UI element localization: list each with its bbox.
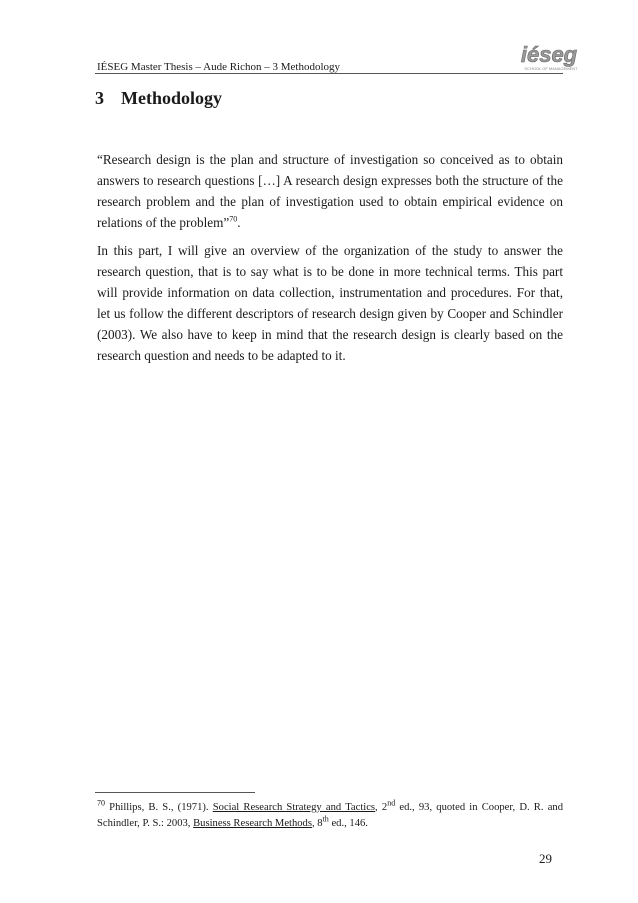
svg-text:iéseg: iéseg — [520, 42, 578, 67]
quote-text: “Research design is the plan and structure of investigation so conceived as to obtain answers to research questions […] A research design expresses both the structure of the research problem and the plan of investigation used to obtain empirical evidence on relations of the problem” — [97, 152, 563, 230]
footnote-text: , 2 — [375, 802, 388, 813]
footnote-number: 70 — [97, 798, 105, 808]
paragraph-quote — [97, 149, 563, 233]
footnote-text: ed., 93, quoted in Cooper, D. R. and Schindler, P. S.: 2003, — [97, 802, 563, 829]
running-header: IÉSEG Master Thesis – Aude Richon – 3 Methodology — [97, 61, 340, 73]
ordinal-suffix: nd — [387, 798, 396, 808]
book-title-2: Business Research Methods — [193, 818, 312, 829]
chapter-heading — [95, 88, 222, 109]
footnote-reference[interactable]: 70 — [229, 214, 238, 224]
chapter-title: Methodology — [121, 88, 222, 108]
header-rule — [95, 73, 563, 74]
ieseg-logo — [519, 40, 579, 74]
footnote-text: Phillips, B. S., (1971). — [105, 802, 213, 813]
footnote-text: ed., 146. — [328, 818, 368, 829]
book-title-1: Social Research Strategy and Tactics — [212, 802, 376, 813]
quote-end: . — [237, 215, 241, 230]
ordinal-suffix: th — [322, 814, 329, 824]
chapter-number: 3 — [95, 88, 104, 108]
paragraph-overview: In this part, I will give an overview of the organization of the study to answer the research question, that is to say what is to be done in more technical terms. This part will provide information on data collection, instrumentation and procedures. For that, let us follow the different descriptors of research design given by Cooper and Schindler (2003). We also have to keep in mind that the research design is clearly based on the research question and needs to be adapted to it. — [97, 243, 563, 363]
svg-text:SCHOOL OF MANAGEMENT: SCHOOL OF MANAGEMENT — [524, 66, 578, 71]
page-number: 29 — [539, 851, 552, 866]
footnote — [97, 800, 563, 832]
footnote-text: , 8 — [311, 818, 323, 829]
footnote-separator — [95, 792, 255, 793]
